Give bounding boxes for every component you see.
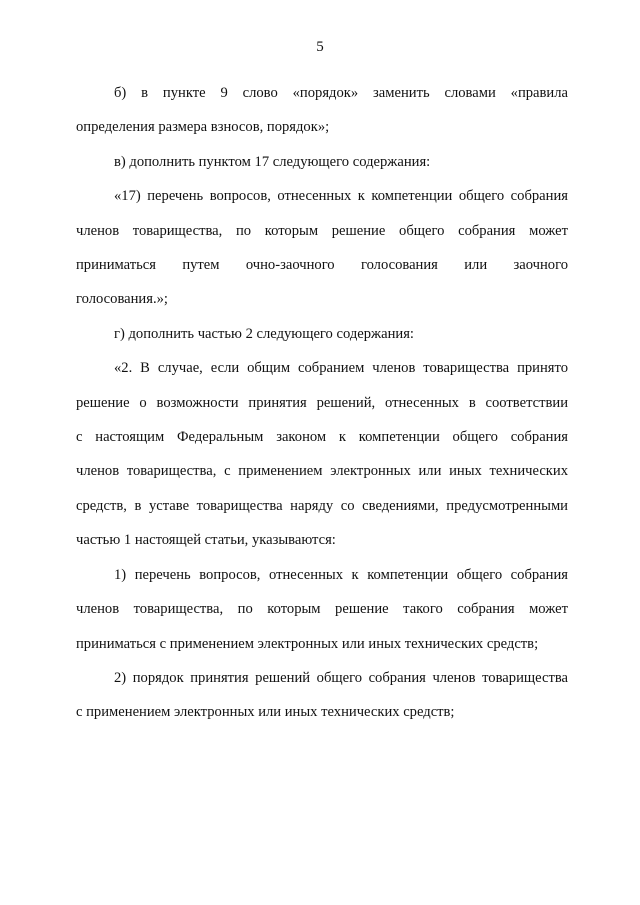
paragraph-point-17	[76, 179, 568, 317]
text-line: «2. В случае, если общим собранием членов товарищества принято	[114, 360, 568, 377]
page-number: 5	[316, 39, 324, 55]
text-line: голосования.»;	[76, 291, 168, 308]
text-line: «17) перечень вопросов, отнесенных к компетенции общего собрания	[114, 188, 568, 205]
text-line: определения размера взносов, порядок»;	[76, 119, 330, 136]
text-line: решение о возможности принятия решений, отнесенных в соответствии	[76, 394, 568, 411]
text-line: с применением электронных или иных технических средств;	[76, 704, 455, 721]
text-line: 2) порядок принятия решений общего собрания членов товарищества	[114, 669, 568, 686]
text-line: приниматься путем очно-заочного голосования или заочного	[76, 257, 568, 274]
text-line: г) дополнить частью 2 следующего содержания:	[114, 325, 414, 342]
text-line: в) дополнить пунктом 17 следующего содержания:	[114, 153, 431, 170]
text-line: с настоящим Федеральным законом к компетенции общего собрания	[76, 429, 568, 446]
text-line: б) в пункте 9 слово «порядок» заменить словами «правила	[114, 85, 568, 101]
text-line: 1) перечень вопросов, отнесенных к компетенции общего собрания	[114, 566, 568, 583]
paragraph-item-g	[76, 317, 568, 351]
text-line: частью 1 настоящей статьи, указываются:	[76, 532, 336, 549]
text-line: членов товарищества, по которым решение общего собрания может	[76, 222, 568, 239]
paragraph-part-2	[76, 351, 568, 557]
paragraph-subitem-1	[76, 558, 568, 661]
paragraph-subitem-2	[76, 661, 568, 730]
text-line: средств, в уставе товарищества наряду со сведениями, предусмотренными	[76, 497, 568, 514]
document-body	[76, 76, 568, 730]
text-line: членов товарищества, с применением электронных или иных технических	[76, 463, 568, 480]
text-line: членов товарищества, по которым решение такого собрания может	[76, 601, 568, 618]
text-line: приниматься с применением электронных или иных технических средств;	[76, 635, 539, 652]
paragraph-item-b	[76, 76, 568, 145]
paragraph-item-v	[76, 145, 568, 179]
